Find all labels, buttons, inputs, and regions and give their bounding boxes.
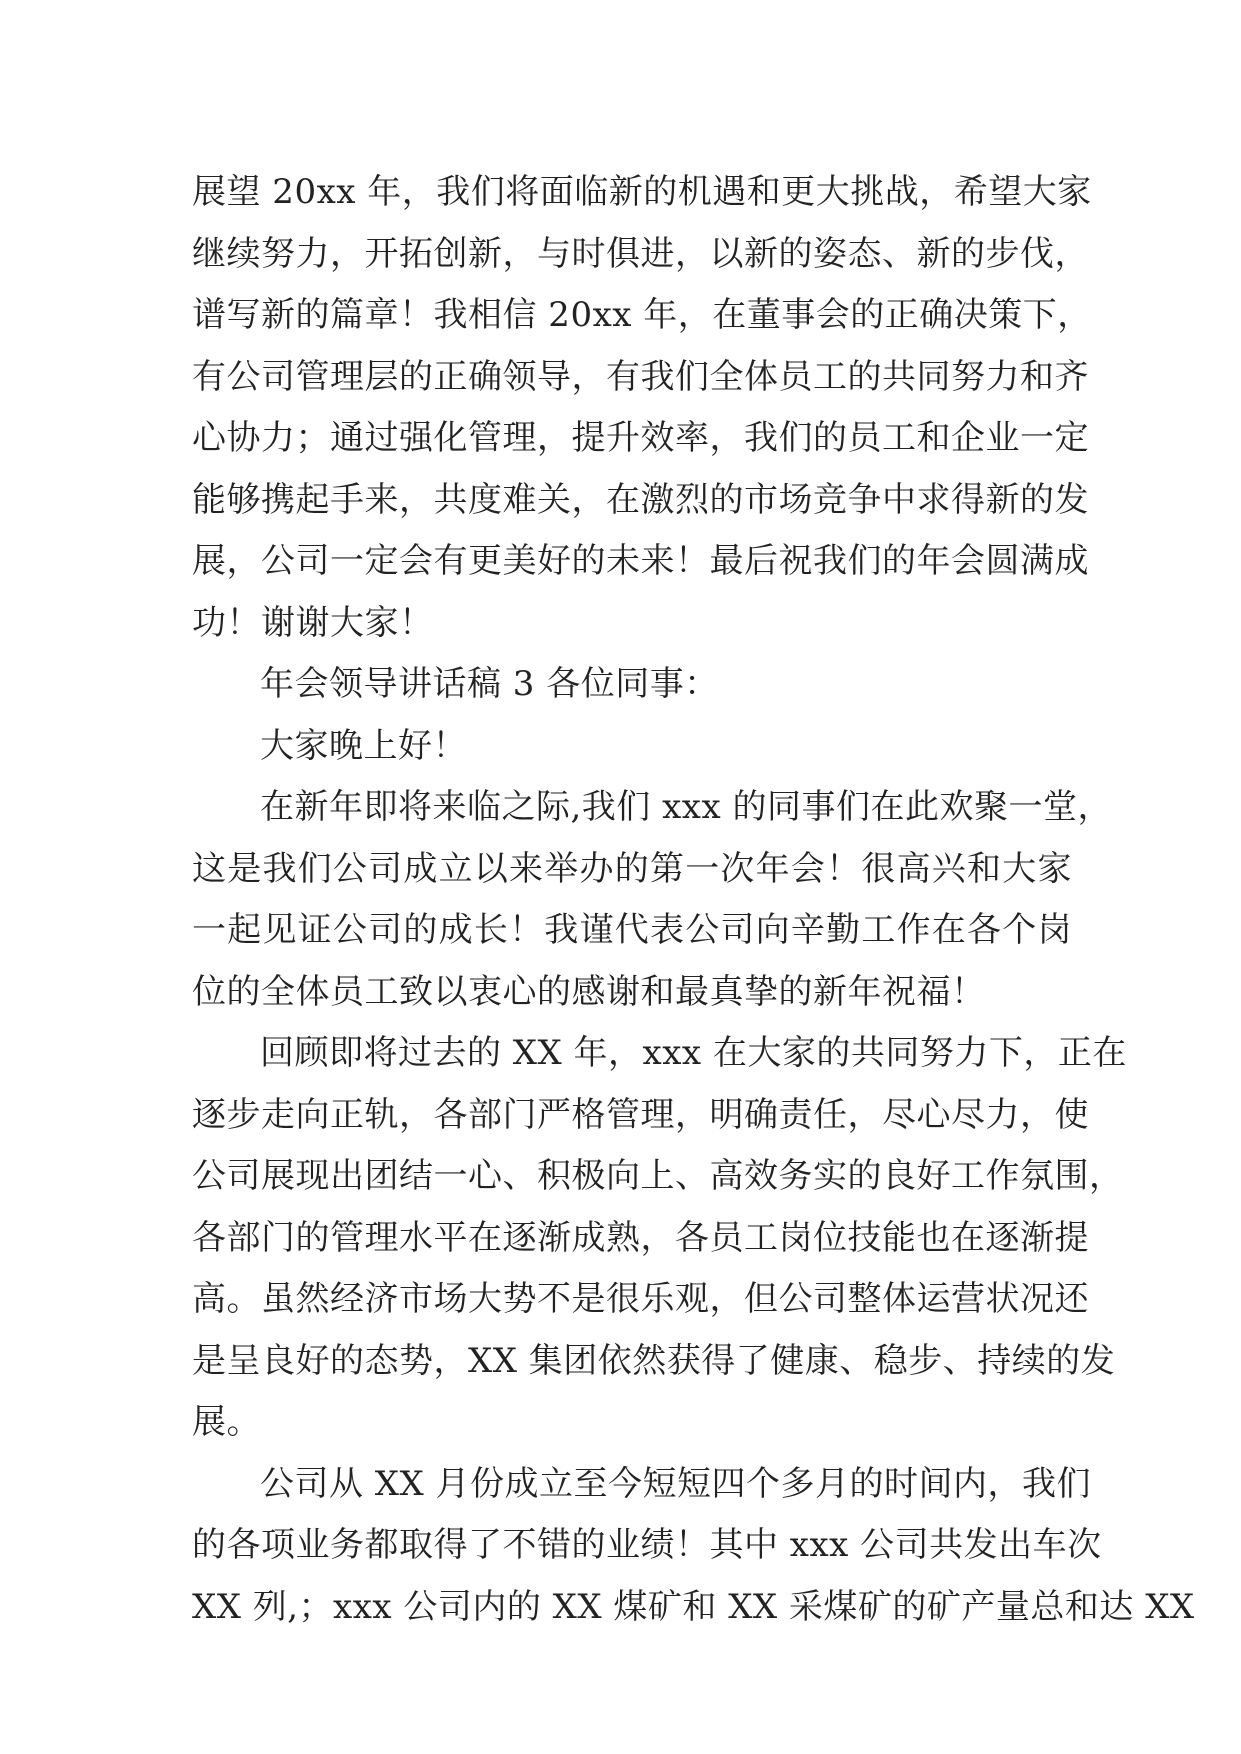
text-line: 高。虽然经济市场大势不是很乐观，但公司整体运营状况还	[192, 1279, 1089, 1319]
text-line: 一起见证公司的成长！我谨代表公司向辛勤工作在各个岗	[192, 910, 1072, 950]
text-line: 展望 20xx 年，我们将面临新的机遇和更大挑战，希望大家	[192, 172, 1092, 212]
text-line: 谱写新的篇章！我相信 20xx 年，在董事会的正确决策下，	[192, 295, 1092, 335]
text-line: 的各项业务都取得了不错的业绩！其中 xxx 公司共发出车次	[192, 1525, 1102, 1565]
text-line: XX 列,；xxx 公司内的 XX 煤矿和 XX 采煤矿的矿产量总和达 XX	[192, 1586, 1195, 1627]
text-line: 能够携起手来，共度难关，在激烈的市场竞争中求得新的发	[192, 479, 1089, 520]
text-line: 公司从 XX 月份成立至今短短四个多月的时间内，我们	[260, 1463, 1092, 1504]
text-line: 位的全体员工致以衷心的感谢和最真挚的新年祝福！	[192, 971, 986, 1012]
text-line: 展，公司一定会有更美好的未来！最后祝我们的年会圆满成	[192, 541, 1089, 581]
text-line: 心协力；通过强化管理，提升效率，我们的员工和企业一定	[192, 418, 1089, 458]
text-line: 是呈良好的态势，XX 集团依然获得了健康、稳步、持续的发	[192, 1340, 1116, 1381]
text-line: 回顾即将过去的 XX 年，xxx 在大家的共同努力下，正在	[260, 1033, 1127, 1073]
text-line: 这是我们公司成立以来举办的第一次年会！很高兴和大家	[192, 848, 1072, 889]
text-line: 功！谢谢大家！	[192, 602, 434, 643]
text-line: 大家晚上好！	[260, 725, 467, 766]
text-line: 展。	[192, 1402, 261, 1442]
text-line: 在新年即将来临之际,我们 xxx 的同事们在此欢聚一堂，	[260, 787, 1112, 827]
text-line: 继续努力，开拓创新，与时俱进，以新的姿态、新的步伐，	[192, 233, 1089, 274]
text-line: 逐步走向正轨，各部门严格管理，明确责任，尽心尽力，使	[192, 1094, 1089, 1135]
text-line: 有公司管理层的正确领导，有我们全体员工的共同努力和齐	[192, 356, 1089, 397]
text-line: 年会领导讲话稿 3 各位同事：	[260, 664, 719, 704]
text-line: 各部门的管理水平在逐渐成熟，各员工岗位技能也在逐渐提	[192, 1217, 1089, 1258]
text-line: 公司展现出团结一心、积极向上、高效务实的良好工作氛围，	[192, 1156, 1124, 1196]
document-body	[192, 162, 1195, 1638]
